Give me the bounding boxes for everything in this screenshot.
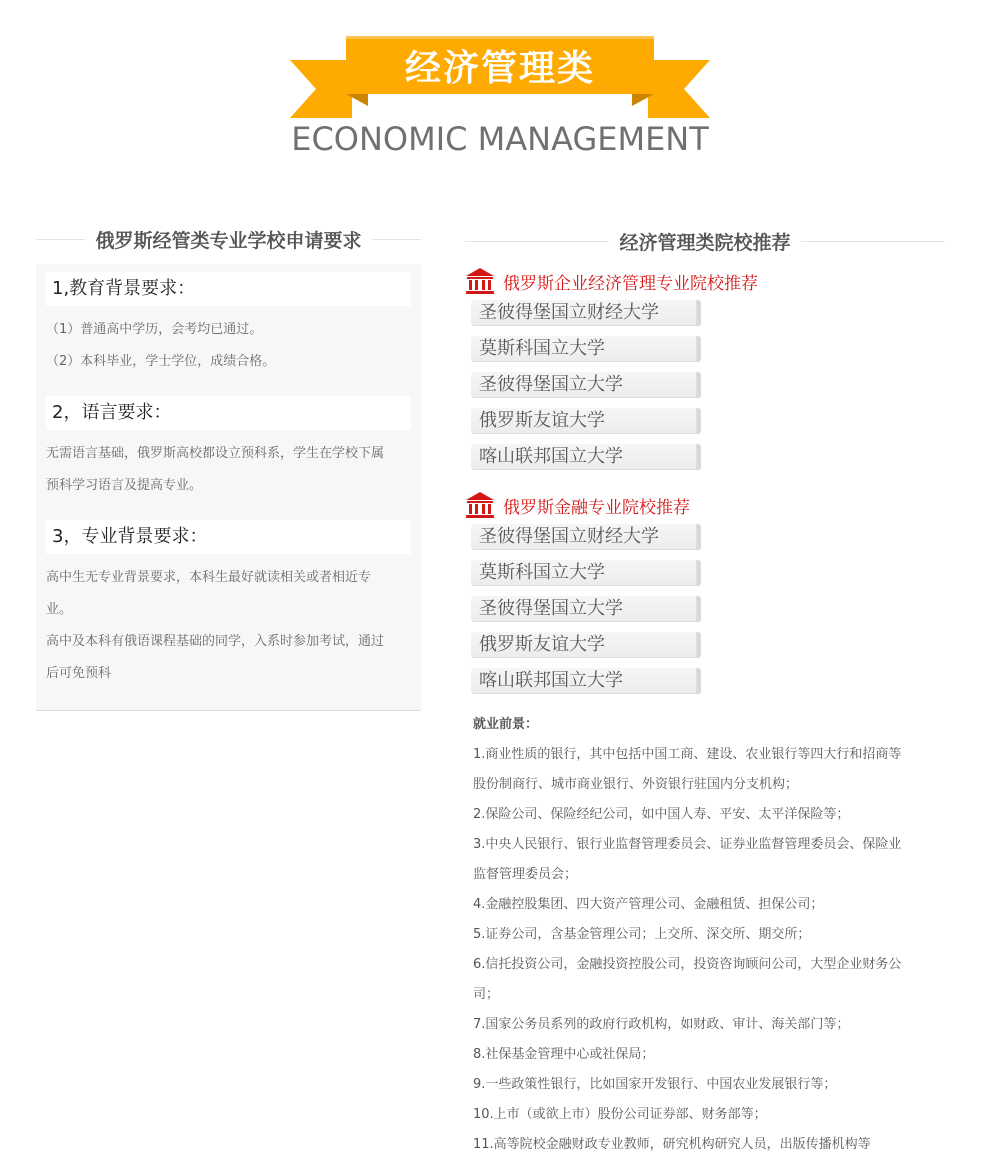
requirement-language bbox=[46, 396, 411, 508]
requirement-line: （2）本科毕业，学士学位，成绩合格。 bbox=[46, 354, 276, 369]
banner bbox=[0, 0, 1000, 190]
university-button[interactable]: 圣彼得堡国立财经大学 bbox=[471, 524, 701, 550]
requirement-title: 3，专业背景要求： bbox=[46, 520, 411, 554]
requirements-panel bbox=[36, 264, 421, 711]
university-button[interactable]: 喀山联邦国立大学 bbox=[471, 668, 701, 694]
employment-line: 股份制商行、城市商业银行、外资银行驻国内分支机构； bbox=[473, 777, 799, 792]
university-button[interactable]: 莫斯科国立大学 bbox=[471, 560, 701, 586]
requirement-line: 无需语言基础，俄罗斯高校都设立预科系，学生在学校下属 bbox=[46, 446, 385, 461]
requirement-line: 后可免预科 bbox=[46, 666, 112, 681]
requirement-education bbox=[46, 272, 411, 384]
employment-line: 3.中央人民银行、银行业监督管理委员会、证券业监督管理委员会、保险业 bbox=[473, 837, 902, 852]
employment-line: 10.上市（或欲上市）股份公司证券部、财务部等； bbox=[473, 1107, 767, 1122]
employment-line: 7.国家公务员系列的政府行政机构，如财政、审计、海关部门等； bbox=[473, 1017, 850, 1032]
category-title-enterprise bbox=[465, 266, 945, 296]
requirement-major bbox=[46, 520, 411, 696]
employment-title: 就业前景： bbox=[473, 717, 539, 732]
employment-line: 11.高等院校金融财政专业教师，研究机构研究人员，出版传播机构等 bbox=[473, 1137, 871, 1152]
requirement-line: 高中及本科有俄语课程基础的同学，入系时参加考试，通过 bbox=[46, 634, 385, 649]
employment-line: 4.金融控股集团、四大资产管理公司、金融租赁、担保公司； bbox=[473, 897, 824, 912]
recommendations-heading bbox=[465, 220, 945, 260]
category-title-finance bbox=[465, 490, 945, 520]
employment-line: 2.保险公司、保险经纪公司，如中国人寿、平安、太平洋保险等； bbox=[473, 807, 850, 822]
requirement-line: 高中生无专业背景要求，本科生最好就读相关或者相近专 bbox=[46, 570, 372, 585]
university-icon bbox=[465, 491, 495, 519]
university-button[interactable]: 俄罗斯友谊大学 bbox=[471, 632, 701, 658]
employment-line: 司； bbox=[473, 987, 500, 1002]
recommendations-heading-text: 经济管理类院校推荐 bbox=[609, 232, 800, 254]
university-icon bbox=[465, 267, 495, 295]
requirement-title: 1,教育背景要求： bbox=[46, 272, 411, 306]
university-button[interactable]: 俄罗斯友谊大学 bbox=[471, 408, 701, 434]
university-button[interactable]: 圣彼得堡国立财经大学 bbox=[471, 300, 701, 326]
banner-title: 经济管理类 bbox=[404, 47, 595, 89]
application-requirements bbox=[36, 218, 421, 711]
requirements-heading bbox=[36, 218, 421, 258]
university-button[interactable]: 喀山联邦国立大学 bbox=[471, 444, 701, 470]
requirement-line: （1）普通高中学历，会考均已通过。 bbox=[46, 322, 263, 337]
requirement-line: 预科学习语言及提高专业。 bbox=[46, 478, 203, 493]
university-button[interactable]: 莫斯科国立大学 bbox=[471, 336, 701, 362]
category-title-text: 俄罗斯企业经济管理专业院校推荐 bbox=[503, 273, 758, 294]
university-button[interactable]: 圣彼得堡国立大学 bbox=[471, 596, 701, 622]
requirements-heading-text: 俄罗斯经管类专业学校申请要求 bbox=[85, 230, 371, 252]
school-recommendations bbox=[465, 220, 945, 1160]
university-button[interactable]: 圣彼得堡国立大学 bbox=[471, 372, 701, 398]
requirement-title: 2，语言要求： bbox=[46, 396, 411, 430]
employment-line: 5.证券公司，含基金管理公司；上交所、深交所、期交所； bbox=[473, 927, 811, 942]
university-list bbox=[465, 524, 945, 704]
employment-line: 6.信托投资公司，金融投资控股公司，投资咨询顾问公司，大型企业财务公 bbox=[473, 957, 902, 972]
employment-prospects bbox=[465, 710, 945, 1160]
requirement-line: 业。 bbox=[46, 602, 73, 617]
banner-subtitle: ECONOMIC MANAGEMENT bbox=[291, 120, 709, 158]
employment-line: 8.社保基金管理中心或社保局； bbox=[473, 1047, 655, 1062]
employment-line: 9.一些政策性银行，比如国家开发银行、中国农业发展银行等； bbox=[473, 1077, 837, 1092]
university-list bbox=[465, 300, 945, 480]
employment-line: 监督管理委员会； bbox=[473, 867, 578, 882]
category-title-text: 俄罗斯金融专业院校推荐 bbox=[503, 497, 690, 518]
employment-line: 1.商业性质的银行，其中包括中国工商、建设、农业银行等四大行和招商等 bbox=[473, 747, 902, 762]
